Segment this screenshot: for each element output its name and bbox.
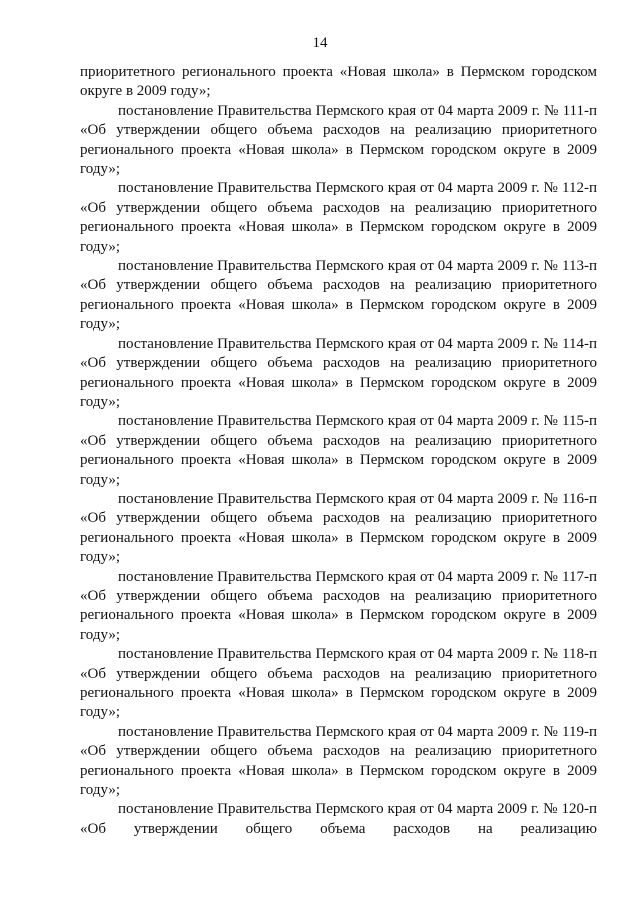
- paragraph-decree-115: постановление Правительства Пермского края от 04 марта 2009 г. № 115-п «Об утверждении общего объема расходов на реализацию приоритетного регионального проекта «Новая школа» в Пермском городском округе в 2009 году»;: [80, 413, 597, 488]
- document-body: [80, 63, 597, 839]
- paragraph-decree-111: постановление Правительства Пермского края от 04 марта 2009 г. № 111-п «Об утверждении общего объема расходов на реализацию приоритетного регионального проекта «Новая школа» в Пермском городском округе в 2009 году»;: [80, 102, 597, 178]
- paragraph-continuation: приоритетного регионального проекта «Новая школа» в Пермском городском округе в 2009 году»;: [80, 64, 597, 100]
- paragraph-decree-118: постановление Правительства Пермского края от 04 марта 2009 г. № 118-п «Об утверждении общего объема расходов на реализацию приоритетного регионального проекта «Новая школа» в Пермском городском округе в 2009 году»;: [80, 646, 597, 721]
- paragraph-decree-116: постановление Правительства Пермского края от 04 марта 2009 г. № 116-п «Об утверждении общего объема расходов на реализацию приоритетного регионального проекта «Новая школа» в Пермском городском округе в 2009 году»;: [80, 490, 597, 566]
- paragraph-decree-119: постановление Правительства Пермского края от 04 марта 2009 г. № 119-п «Об утверждении общего объема расходов на реализацию приоритетного регионального проекта «Новая школа» в Пермском городском округе в 2009 году»;: [80, 723, 597, 799]
- paragraph-decree-112: постановление Правительства Пермского края от 04 марта 2009 г. № 112-п «Об утверждении общего объема расходов на реализацию приоритетного регионального проекта «Новая школа» в Пермском городском округе в 2009 году»;: [80, 180, 597, 255]
- page-number: 14: [312, 35, 328, 51]
- paragraph-decree-114: постановление Правительства Пермского края от 04 марта 2009 г. № 114-п «Об утверждении общего объема расходов на реализацию приоритетного регионального проекта «Новая школа» в Пермском городском округе в 2009 году»;: [80, 335, 597, 410]
- paragraph-decree-120: постановление Правительства Пермского края от 04 марта 2009 г. № 120-п «Об утверждении общего объема расходов на реализацию: [80, 801, 597, 837]
- paragraph-decree-117: постановление Правительства Пермского края от 04 марта 2009 г. № 117-п «Об утверждении общего объема расходов на реализацию приоритетного регионального проекта «Новая школа» в Пермском городском округе в 2009 году»;: [80, 568, 597, 643]
- paragraph-decree-113: постановление Правительства Пермского края от 04 марта 2009 г. № 113-п «Об утверждении общего объема расходов на реализацию приоритетного регионального проекта «Новая школа» в Пермском городском округе в 2009 году»;: [80, 258, 597, 333]
